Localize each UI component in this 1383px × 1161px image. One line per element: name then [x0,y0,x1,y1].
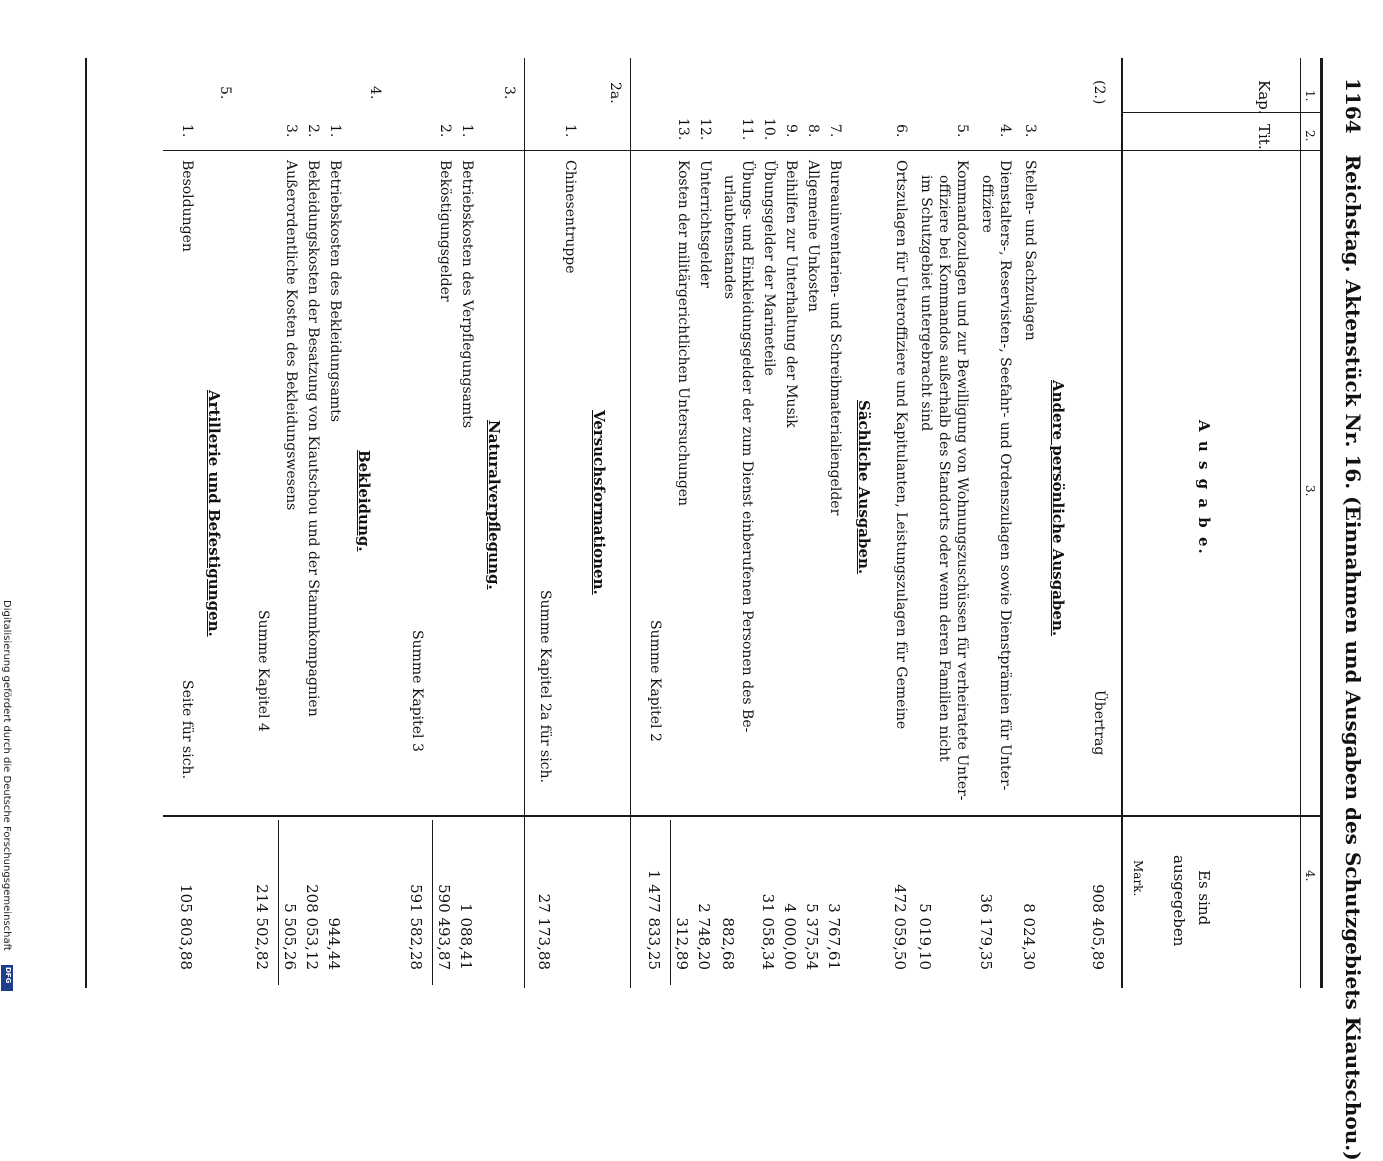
page-title: Reichstag. Aktenstück Nr. 16. (Einnahmen und Ausgaben des Schutzgebiets Kiautschou.) [1341,154,1365,1161]
row-dienstalter-2: offiziere [979,175,995,233]
kap-3: 3. [501,86,517,100]
row-einkleidung: Übungs- und Einkleidungsgelder der zum Dienst einberufenen Personen des Be- [739,160,755,733]
row-chinesentruppe: Chinesentruppe [562,160,578,274]
section-3-rule [524,58,525,988]
section-natural-heading: Naturalverpflegung. [485,420,503,590]
uebertrag-kap: (2.) [1091,80,1107,105]
section-artillerie-heading: Artillerie und Befestigungen. [205,390,223,637]
row-besoldungen: Besoldungen [179,160,195,252]
uebertrag-amount: 908 405,89 [1089,884,1107,970]
amount-ausserordentlich: 5 505,26 [281,903,299,970]
amount-verpflegungsamt: 1 088,41 [457,903,475,970]
sum-3-rule [432,820,433,985]
kap-5: 5. [217,86,233,100]
row-bekleidungskosten: Bekleidungskosten der Besatzung von Kiautschou und der Stammkompagnien [305,160,321,717]
row-bekleidungsamt: Betriebskosten des Bekleidungsamts [327,160,343,423]
amount-bekleidungskosten: 208 053,12 [303,884,321,970]
amount-militaergericht: 312,89 [673,917,691,970]
tit-5: 5. [954,124,970,138]
section-bekleidung-heading: Bekleidung. [355,450,373,552]
tit-9: 9. [783,124,799,138]
sum-kapitel-3-label: Summe Kapitel 3 [409,630,425,752]
row-ausserordentlich: Außerordentliche Kosten des Bekleidungswesens [283,160,299,511]
row-kommandozulagen-3: im Schutzgebiet untergebracht sind [918,175,934,432]
tit-4-1: 1. [327,124,343,138]
sum-2-rule [670,820,671,985]
tit-3-1: 1. [459,124,475,138]
section-personal-heading: Andere persönliche Ausgaben. [1049,380,1067,637]
col-sep-3 [163,815,1323,817]
sum-kapitel-2-amount: 1 477 833,25 [645,869,663,970]
seite-fuer-sich-amount: 105 803,88 [177,884,195,970]
kap-2a: 2a. [607,82,623,104]
column-number-rule [1300,58,1301,988]
tit-4: 4. [997,124,1013,138]
kap-4: 4. [367,86,383,100]
es-sind-header: Es sind [1195,870,1213,926]
row-dienstalter: Dienstalters-, Reservisten-, Seefahr- und Ordenszulagen sowie Dienstprämien für Unter- [997,160,1013,791]
amount-stellenzulagen: 8 024,30 [1020,903,1038,970]
kap-header: Kap. [1255,80,1273,115]
sum-kapitel-4-label: Summe Kapitel 4 [255,610,271,732]
row-uebungsgelder: Übungsgelder der Marineteile [761,160,777,376]
dfg-logo [1,965,13,991]
tit-5-1: 1. [179,124,195,138]
row-kommandozulagen-2: offiziere bei Kommandos außerhalb des Standorts oder wenn deren Familien nicht [936,175,952,762]
amount-bureau: 3 767,61 [825,903,843,970]
ausgabe-header: A u s g a b e. [1195,420,1213,556]
sum-kapitel-4-amount: 214 502,82 [253,884,271,970]
column-1-number: 1. [1303,90,1317,102]
amount-bekoestigung: 590 493,87 [435,884,453,970]
row-stellenzulagen: Stellen- und Sachzulagen [1022,160,1038,341]
tit-header: Tit. [1255,124,1273,150]
body-bottom-rule [1121,58,1123,988]
uebertrag-label: Übertrag [1091,690,1107,756]
header-rule [1320,58,1323,988]
amount-dienstalter: 36 179,35 [977,893,995,970]
amount-uebungsgelder: 31 058,34 [759,893,777,970]
row-ortszulagen: Ortszulagen für Unteroffiziere und Kapitulanten, Leistungszulagen für Gemeine [893,160,909,730]
sum-4-rule [278,820,279,985]
section-sachlich-heading: Sächliche Ausgaben. [855,400,873,575]
tit-11: 11. [739,118,755,141]
page-bottom-rule [85,58,87,988]
tit-8: 8. [805,124,821,138]
ausgegeben-header: ausgegeben [1170,855,1188,947]
tit-10: 10. [761,118,777,141]
row-verpflegungsamt: Betriebskosten des Verpflegungsamts [459,160,475,429]
row-unkosten: Allgemeine Unkosten [805,160,821,312]
amount-kommandozulagen: 5 019,10 [916,903,934,970]
amount-bekleidungsamt: 944,44 [325,917,343,970]
sum-kapitel-3-amount: 591 582,28 [407,884,425,970]
dfg-sidebar [0,600,14,1000]
tit-3: 3. [1022,124,1038,138]
sum-kapitel-2-label: Summe Kapitel 2 [647,620,663,742]
amount-einkleidung: 882,68 [719,917,737,970]
tit-2a-1: 1. [562,124,578,138]
section-versuch-heading: Versuchsformationen. [590,410,608,595]
seite-fuer-sich-label: Seite für sich. [179,680,195,780]
mark-header: Mark. [1131,860,1145,897]
page-number: 1164 [1341,78,1365,134]
dfg-sidebar-text: Digitalisierung gefördert durch die Deutsche Forschungsgemeinschaft [1,600,12,951]
tit-6: 6. [893,124,909,138]
row-militaergericht: Kosten der militärgerichtlichen Untersuchungen [675,160,691,507]
amount-ortszulagen: 472 059,50 [891,884,909,970]
tit-4-2: 2. [305,124,321,138]
row-bureau: Bureauinventarien- und Schreibmaterialiengelder [827,160,843,516]
tit-7: 7. [827,124,843,138]
amount-musik: 4 000,00 [781,903,799,970]
row-kommandozulagen: Kommandozulagen und zur Bewilligung von Wohnungszuschüssen für verheiratete Unter- [954,160,970,801]
page-header [1341,78,1365,1161]
tit-13: 13. [675,118,691,141]
column-2-number: 2. [1303,130,1317,142]
col-sep-1 [1123,112,1323,113]
tit-4-3: 3. [283,124,299,138]
tit-12: 12. [697,118,713,141]
sum-kapitel-2a-label: Summe Kapitel 2a für sich. [537,590,553,783]
col-sep-2 [163,150,1323,151]
column-3-number: 3. [1303,485,1317,497]
section-2a-rule [630,58,631,988]
tit-3-2: 2. [437,124,453,138]
sum-kapitel-2a-amount: 27 173,88 [535,893,553,970]
row-musik: Beihilfen zur Unterhaltung der Musik [783,160,799,428]
amount-unkosten: 5 375,54 [803,903,821,970]
row-bekoestigung: Beköstigungsgelder [437,160,453,302]
amount-unterricht: 2 748,20 [695,903,713,970]
row-unterricht: Unterrichtsgelder [697,160,713,288]
column-4-number: 4. [1303,870,1317,882]
row-einkleidung-2: urlaubtenstandes [721,175,737,300]
dfg-logo-text: DFG [4,967,12,984]
